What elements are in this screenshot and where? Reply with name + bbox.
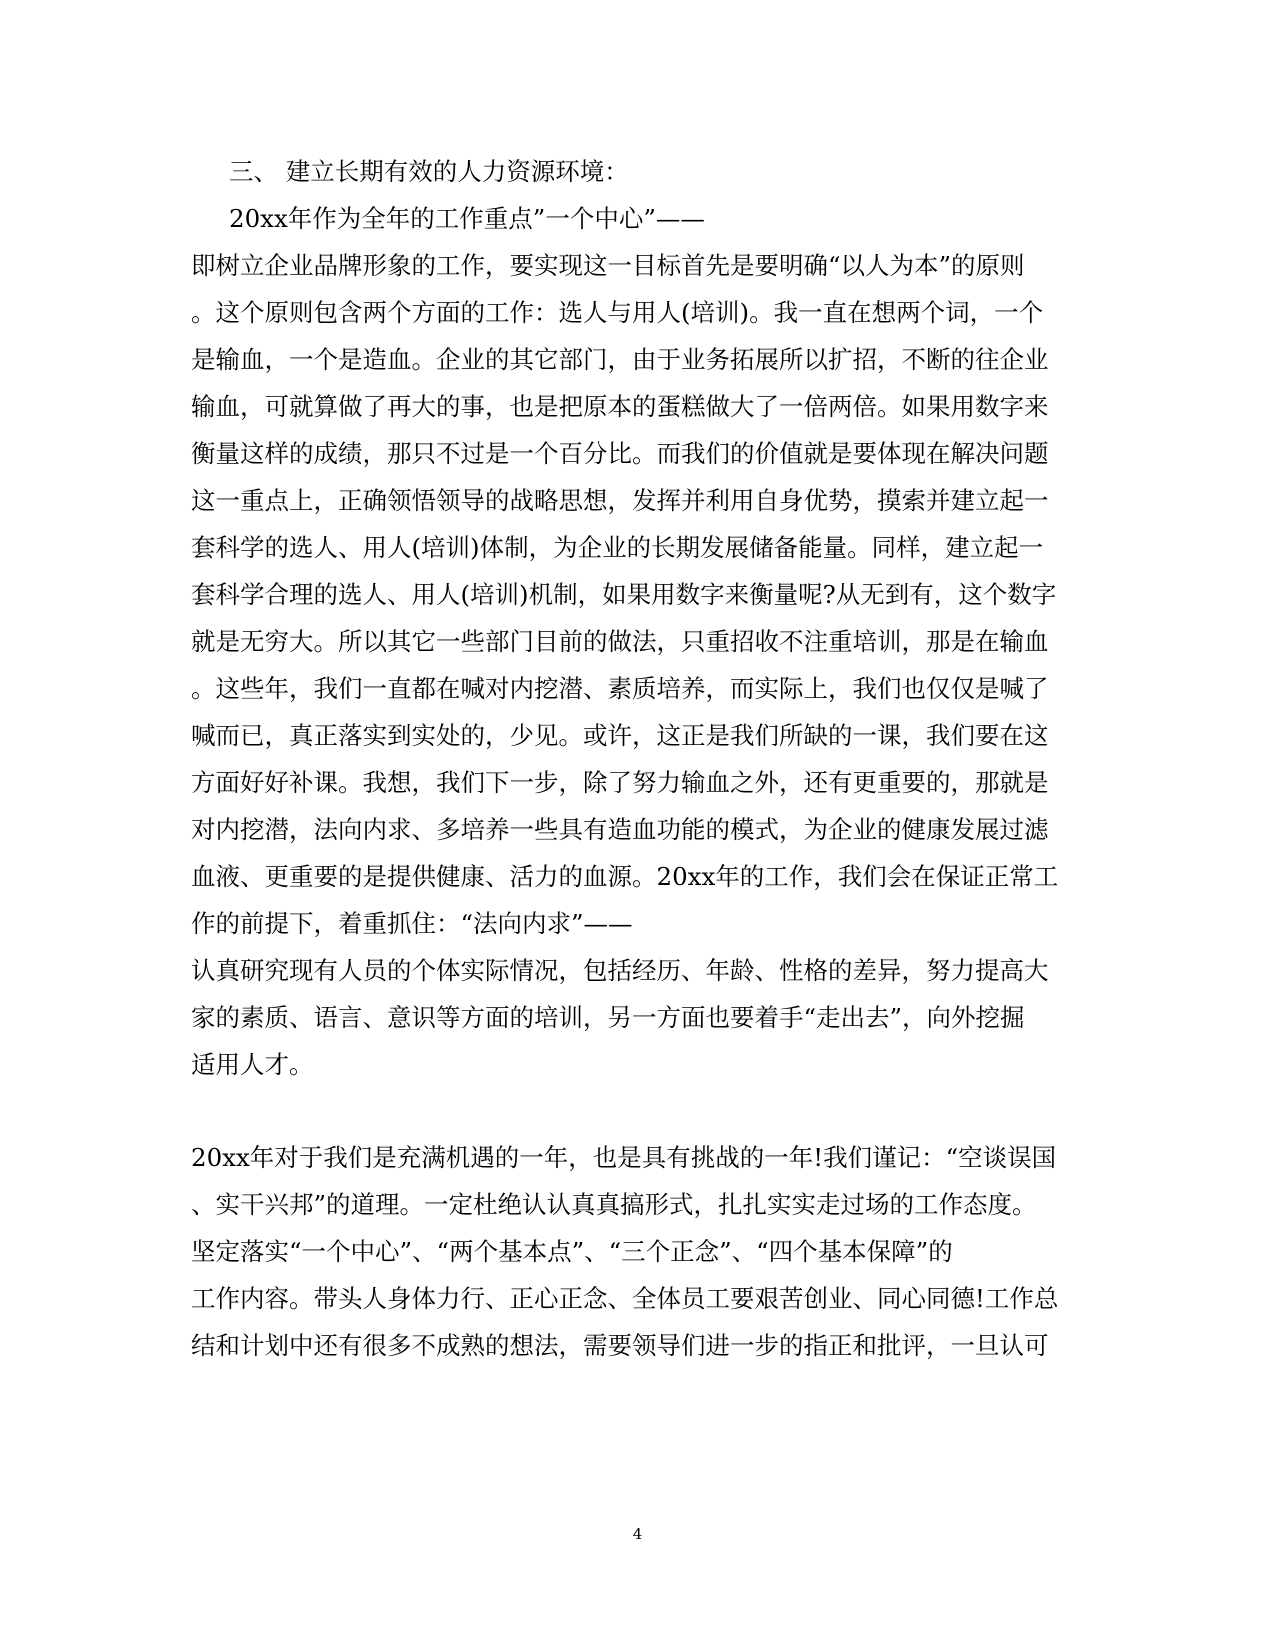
text-line: 。这个原则包含两个方面的工作：选人与用人(培训)。我一直在想两个词，一个 — [191, 298, 1044, 327]
text-line: 套科学合理的选人、用人(培训)机制，如果用数字来衡量呢?从无到有，这个数字 — [191, 580, 1057, 609]
text-line: 套科学的选人、用人(培训)体制，为企业的长期发展储备能量。同样，建立起一 — [191, 533, 1044, 562]
text-line: 衡量这样的成绩，那只不过是一个百分比。而我们的价值就是要体现在解决问题 — [191, 439, 1049, 468]
text-line: 作的前提下，着重抓住：“法向内求”—— — [191, 909, 633, 938]
text-line: 对内挖潜，法向内求、多培养一些具有造血功能的模式，为企业的健康发展过滤 — [191, 815, 1049, 844]
text-line: 这一重点上，正确领悟领导的战略思想，发挥并利用自身优势，摸索并建立起一 — [191, 486, 1049, 515]
text-line: 输血，可就算做了再大的事，也是把原本的蛋糕做大了一倍两倍。如果用数字来 — [191, 392, 1049, 421]
text-line: 就是无穷大。所以其它一些部门目前的做法，只重招收不注重培训，那是在输血 — [191, 627, 1049, 656]
text-line: 喊而已，真正落实到实处的，少见。或许，这正是我们所缺的一课，我们要在这 — [191, 721, 1049, 750]
text-line: 认真研究现有人员的个体实际情况，包括经历、年龄、性格的差异，努力提高大 — [191, 956, 1049, 985]
text-line: 20xx年对于我们是充满机遇的一年，也是具有挑战的一年!我们谨记：“空谈误国 — [191, 1143, 1057, 1172]
text-line: 适用人才。 — [191, 1050, 314, 1079]
text-line: 结和计划中还有很多不成熟的想法，需要领导们进一步的指正和批评，一旦认可 — [191, 1331, 1049, 1360]
text-line: 方面好好补课。我想，我们下一步，除了努力输血之外，还有更重要的，那就是 — [191, 768, 1049, 797]
text-line: 工作内容。带头人身体力行、正心正念、全体员工要艰苦创业、同心同德!工作总 — [191, 1284, 1059, 1313]
text-line: 血液、更重要的是提供健康、活力的血源。20xx年的工作，我们会在保证正常工 — [191, 862, 1059, 891]
text-line: 即树立企业品牌形象的工作，要实现这一目标首先是要明确“以人为本”的原则 — [191, 251, 1025, 280]
text-line: 坚定落实“一个中心”、“两个基本点”、“三个正念”、“四个基本保障”的 — [191, 1237, 953, 1266]
page-number: 4 — [632, 1525, 643, 1543]
text-line: 、实干兴邦”的道理。一定杜绝认认真真搞形式，扎扎实实走过场的工作态度。 — [191, 1190, 1037, 1219]
text-line: 是输血，一个是造血。企业的其它部门，由于业务拓展所以扩招，不断的往企业 — [191, 345, 1049, 374]
text-line: 家的素质、语言、意识等方面的培训，另一方面也要着手“走出去”，向外挖掘 — [191, 1003, 1025, 1032]
section-heading: 三、 建立长期有效的人力资源环境： — [229, 157, 629, 186]
text-line: 20xx年作为全年的工作重点”一个中心”—— — [229, 204, 705, 233]
text-line: 。这些年，我们一直都在喊对内挖潜、素质培养，而实际上，我们也仅仅是喊了 — [191, 674, 1049, 703]
